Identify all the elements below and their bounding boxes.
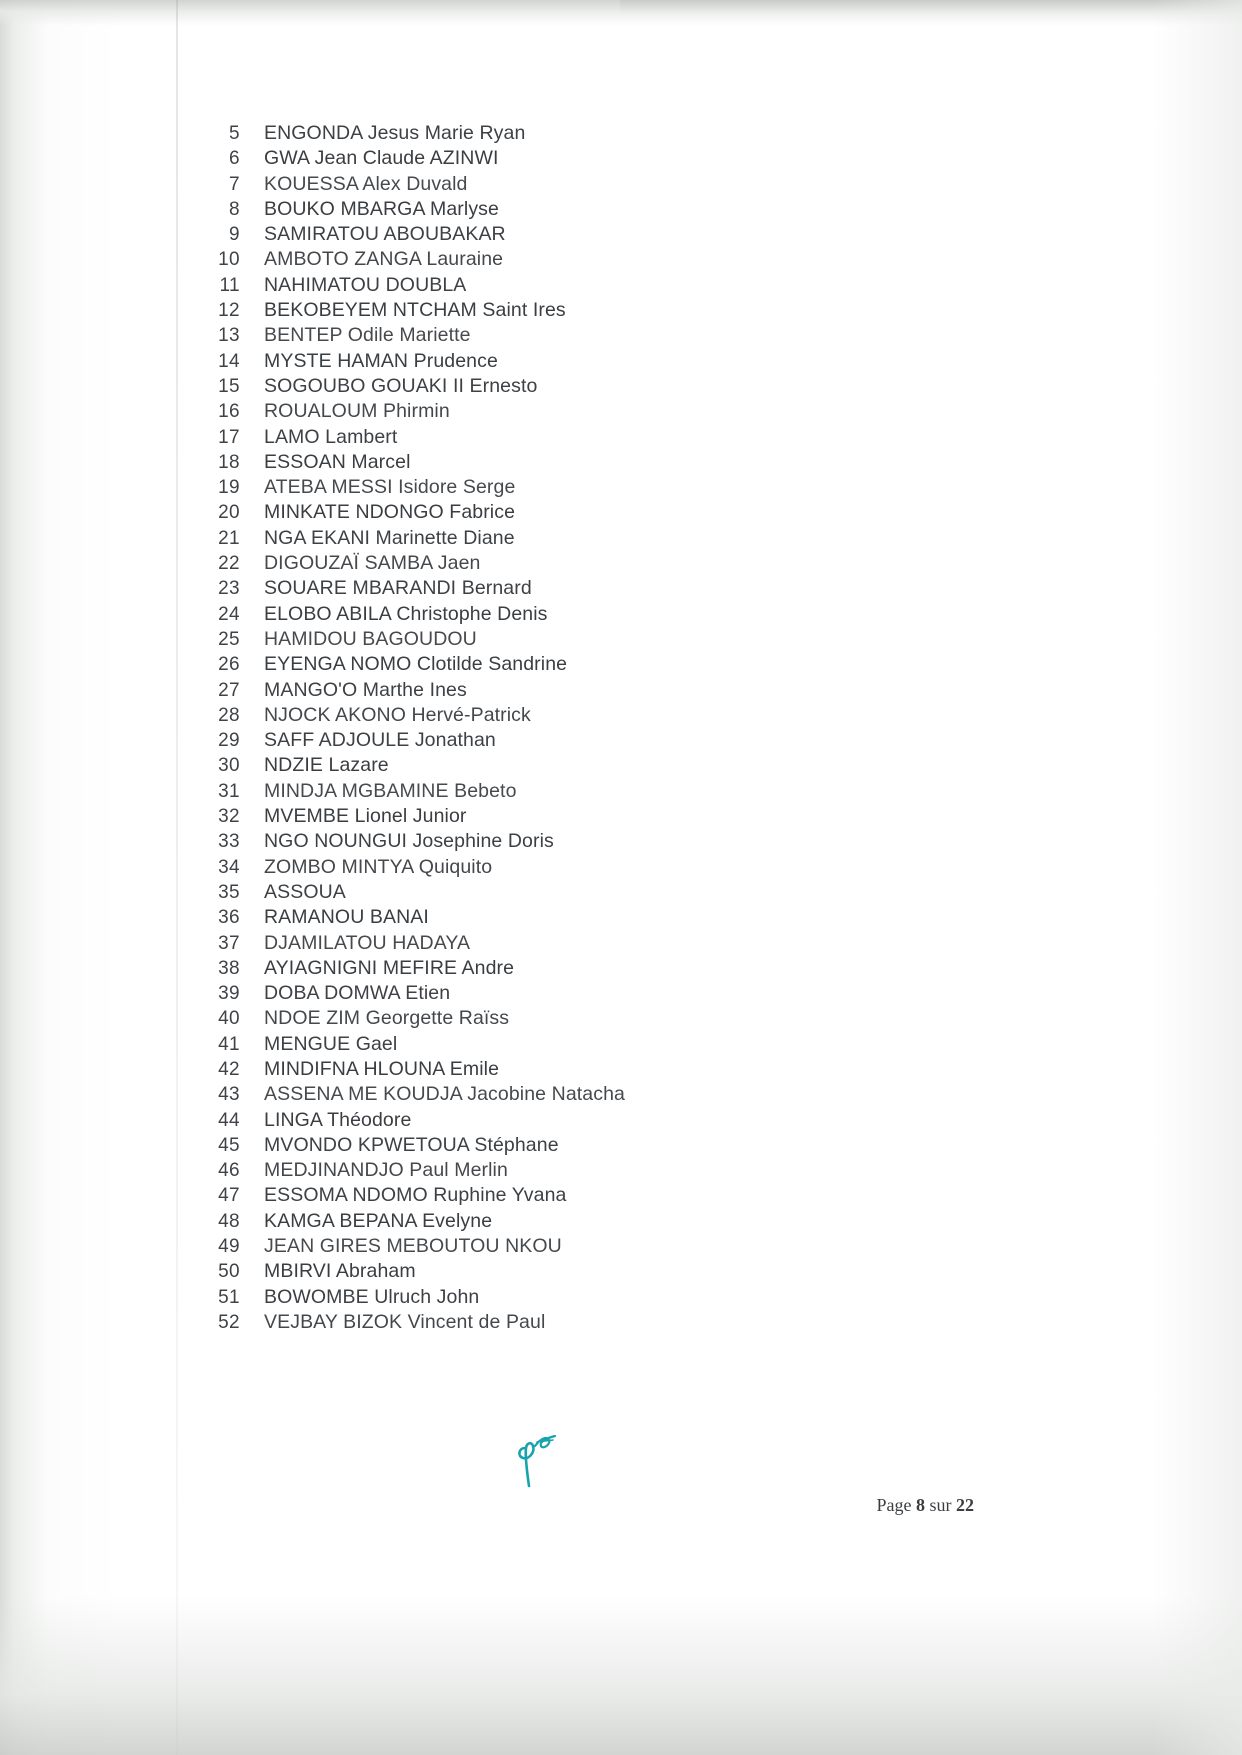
list-item-name: JEAN GIRES MEBOUTOU NKOU [264, 1235, 562, 1258]
list-item-name: RAMANOU BANAI [264, 906, 429, 929]
list-item-name: ENGONDA Jesus Marie Ryan [264, 122, 526, 144]
list-item-name: BOUKO MBARGA Marlyse [264, 197, 499, 220]
list-item-number: 39 [218, 983, 240, 1005]
list-item-number: 51 [218, 1286, 240, 1308]
list-item-number: 41 [218, 1033, 240, 1055]
list-item-number: 15 [218, 375, 240, 397]
list-item-name: DIGOUZAÏ SAMBA Jaen [264, 552, 481, 575]
list-item [198, 173, 958, 198]
list-item [198, 679, 958, 704]
list-item-name: ATEBA MESSI Isidore Serge [264, 476, 516, 499]
list-item-name: MINDJA MGBAMINE Bebeto [264, 779, 517, 802]
list-item-name: ASSENA ME KOUDJA Jacobine Natacha [264, 1083, 625, 1106]
list-item-number: 40 [218, 1008, 240, 1030]
list-item-name: BENTEP Odile Mariette [264, 324, 471, 347]
list-item-number: 46 [218, 1160, 240, 1182]
list-item-number: 10 [218, 249, 240, 271]
list-item-number: 49 [218, 1236, 240, 1258]
list-item [198, 1311, 958, 1336]
list-item-name: SOGOUBO GOUAKI II Ernesto [264, 374, 538, 397]
list-item-name: MEDJINANDJO Paul Merlin [264, 1159, 508, 1182]
page-footer [877, 1495, 975, 1516]
list-item [198, 881, 958, 906]
list-item-name: MINDIFNA HLOUNA Emile [264, 1057, 500, 1080]
list-item [198, 350, 958, 375]
footer-page-number: 8 [916, 1495, 925, 1515]
list-item-name: DJAMILATOU HADAYA [264, 931, 471, 954]
list-item-name: MENGUE Gael [264, 1032, 398, 1055]
list-item-number: 43 [218, 1084, 240, 1106]
list-item [198, 527, 958, 552]
list-item [198, 982, 958, 1007]
list-item [198, 476, 958, 501]
list-item [198, 274, 958, 299]
list-item [198, 1134, 958, 1159]
list-item-name: ZOMBO MINTYA Quiquito [264, 855, 493, 878]
list-item-name: AYIAGNIGNI MEFIRE Andre [264, 956, 515, 979]
list-item [198, 147, 958, 172]
handwritten-signature [515, 1432, 585, 1492]
list-item-name: BOWOMBE Ulruch John [264, 1285, 480, 1308]
list-item [198, 324, 958, 349]
list-item-number: 47 [218, 1185, 240, 1207]
list-item-number: 38 [218, 957, 240, 979]
list-item [198, 603, 958, 628]
list-item-number: 31 [218, 780, 240, 802]
list-item-number: 19 [218, 477, 240, 499]
list-item [198, 223, 958, 248]
list-item-name: ESSOAN Marcel [264, 450, 411, 473]
list-item-number: 52 [218, 1311, 240, 1333]
list-item-name: AMBOTO ZANGA Lauraine [264, 248, 504, 271]
footer-prefix: Page [876, 1495, 916, 1515]
list-item [198, 198, 958, 223]
list-item-number: 22 [218, 553, 240, 575]
list-item [198, 552, 958, 577]
list-item-name: HAMIDOU BAGOUDOU [264, 627, 477, 650]
list-item [198, 906, 958, 931]
list-item-number: 11 [219, 274, 240, 296]
list-item-number: 13 [218, 325, 240, 347]
list-item [198, 1210, 958, 1235]
list-item [198, 501, 958, 526]
list-item [198, 1109, 958, 1134]
list-item-number: 18 [218, 451, 240, 473]
list-item [198, 932, 958, 957]
list-item-number: 44 [218, 1109, 240, 1131]
list-item-name: VEJBAY BIZOK Vincent de Paul [264, 1310, 546, 1333]
list-item [198, 1159, 958, 1184]
list-item-name: NDZIE Lazare [264, 754, 389, 777]
list-item [198, 957, 958, 982]
list-item-number: 17 [218, 426, 240, 448]
list-item-number: 36 [218, 907, 240, 929]
list-item-name: MANGO'O Marthe Ines [264, 678, 467, 701]
list-item [198, 577, 958, 602]
list-item-name: MYSTE HAMAN Prudence [264, 349, 498, 372]
list-item-number: 24 [218, 603, 240, 625]
list-item-name: SAMIRATOU ABOUBAKAR [264, 223, 506, 246]
list-item-name: KAMGA BEPANA Evelyne [264, 1209, 493, 1232]
list-item-name: EYENGA NOMO Clotilde Sandrine [264, 653, 568, 676]
list-item [198, 805, 958, 830]
list-item-number: 34 [218, 856, 240, 878]
list-item-number: 16 [218, 401, 240, 423]
list-item-number: 6 [229, 148, 240, 170]
list-item-number: 45 [218, 1134, 240, 1156]
list-item-number: 12 [218, 300, 240, 322]
list-item-number: 30 [218, 755, 240, 777]
list-item-number: 23 [218, 578, 240, 600]
footer-total-pages: 22 [956, 1495, 974, 1515]
list-item-name: SAFF ADJOULE Jonathan [264, 729, 496, 752]
list-item-number: 32 [218, 806, 240, 828]
list-item-number: 28 [218, 704, 240, 726]
list-item-name: ROUALOUM Phirmin [264, 400, 450, 423]
list-item-number: 9 [229, 224, 240, 246]
list-item-number: 27 [218, 679, 240, 701]
footer-middle: sur [925, 1495, 956, 1515]
list-item-name: BEKOBEYEM NTCHAM Saint Ires [264, 299, 566, 322]
list-item-name: NAHIMATOU DOUBLA [264, 273, 467, 296]
list-item-name: LAMO Lambert [264, 425, 398, 448]
list-item-name: MINKATE NDONGO Fabrice [264, 501, 516, 524]
list-item-name: MVONDO KPWETOUA Stéphane [264, 1133, 559, 1156]
list-item-number: 37 [218, 932, 240, 954]
list-item [198, 1083, 958, 1108]
list-item-name: ELOBO ABILA Christophe Denis [264, 602, 548, 625]
list-item [198, 754, 958, 779]
list-item-number: 42 [218, 1058, 240, 1080]
list-item [198, 451, 958, 476]
numbered-name-list [198, 122, 958, 1336]
list-item [198, 1286, 958, 1311]
list-item [198, 1235, 958, 1260]
list-item-number: 48 [218, 1210, 240, 1232]
list-item [198, 653, 958, 678]
list-item-number: 8 [229, 198, 240, 220]
list-item-number: 14 [218, 350, 240, 372]
list-item [198, 426, 958, 451]
list-item-number: 50 [218, 1261, 240, 1283]
list-item-name: ESSOMA NDOMO Ruphine Yvana [264, 1184, 567, 1207]
list-item [198, 780, 958, 805]
list-item-number: 20 [218, 502, 240, 524]
list-item [198, 122, 958, 147]
list-item-name: GWA Jean Claude AZINWI [264, 147, 499, 170]
list-item-name: KOUESSA Alex Duvald [264, 172, 468, 195]
list-item-name: NGA EKANI Marinette Diane [264, 526, 515, 549]
list-item [198, 400, 958, 425]
list-item-number: 25 [218, 628, 240, 650]
list-item-name: MBIRVI Abraham [264, 1260, 416, 1283]
list-item [198, 1184, 958, 1209]
list-item [198, 704, 958, 729]
list-item [198, 299, 958, 324]
list-item-name: ASSOUA [264, 880, 346, 903]
list-item [198, 1033, 958, 1058]
list-item-name: MVEMBE Lionel Junior [264, 805, 467, 828]
list-item-name: NDOE ZIM Georgette Raïss [264, 1007, 510, 1030]
list-item-name: DOBA DOMWA Etien [264, 982, 451, 1005]
list-item-number: 26 [218, 654, 240, 676]
list-item-number: 35 [218, 881, 240, 903]
list-item-number: 5 [229, 123, 240, 144]
list-item [198, 375, 958, 400]
list-item [198, 856, 958, 881]
list-item-name: NJOCK AKONO Hervé-Patrick [264, 703, 531, 726]
list-item [198, 729, 958, 754]
list-item-number: 33 [218, 831, 240, 853]
list-item [198, 830, 958, 855]
list-item [198, 628, 958, 653]
list-item [198, 248, 958, 273]
list-item-number: 21 [218, 527, 240, 549]
list-item [198, 1260, 958, 1285]
list-item-number: 29 [218, 730, 240, 752]
list-item-name: SOUARE MBARANDI Bernard [264, 577, 532, 600]
list-item [198, 1058, 958, 1083]
list-item [198, 1007, 958, 1032]
list-item-number: 7 [229, 173, 240, 195]
list-item-name: NGO NOUNGUI Josephine Doris [264, 830, 554, 853]
list-item-name: LINGA Théodore [264, 1108, 412, 1131]
